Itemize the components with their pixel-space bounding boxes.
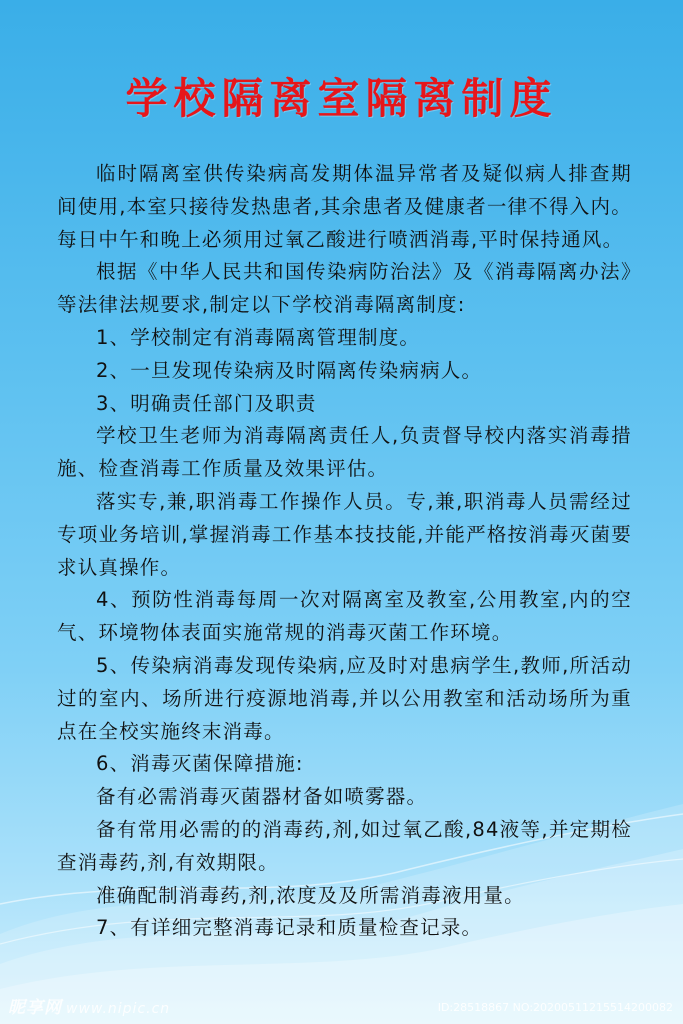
page-title: 学校隔离室隔离制度 <box>125 74 558 123</box>
watermark-id: ID:28518867 NO:20200511215514200082 <box>437 1001 673 1014</box>
paragraph: 备有必需消毒灭菌器材备如喷雾器。 <box>96 785 428 809</box>
list-item: 1、学校制定有消毒隔离管理制度。 <box>96 325 421 349</box>
list-item: 4、预防性消毒每周一次对隔离室及教室,公用教室,内的空气、环境物体表面实施常规的消毒灭菌工作环境。 <box>57 588 632 645</box>
paragraph: 临时隔离室供传染病高发期体温异常者及疑似病人排查期间使用,本室只接待发热患者,其余患者及健康者一律不得入内。每日中午和晚上必须用过氧乙酸进行喷洒消毒,平时保持通风。 <box>57 162 632 251</box>
list-item: 2、一旦发现传染病及时隔离传染病病人。 <box>96 358 483 382</box>
watermark-url: www.nipic.cn <box>66 1001 171 1017</box>
watermark-brand-name: 昵享网 <box>8 998 62 1018</box>
regulation-body <box>57 158 632 945</box>
paragraph: 备有常用必需的的消毒药,剂,如过氧乙酸,84液等,并定期检查消毒药,剂,有效期限。 <box>57 817 632 874</box>
list-item: 3、明确责任部门及职责 <box>96 391 317 415</box>
paragraph: 学校卫生老师为消毒隔离责任人,负责督导校内落实消毒措施、检查消毒工作质量及效果评估。 <box>57 424 632 481</box>
watermark-brand <box>8 993 170 1018</box>
paragraph: 准确配制消毒药,剂,浓度及及所需消毒液用量。 <box>96 883 525 907</box>
paragraph: 根据《中华人民共和国传染病防治法》及《消毒隔离办法》等法律法规要求,制定以下学校消毒隔离制度: <box>57 260 632 317</box>
list-item: 5、传染病消毒发现传染病,应及时对患病学生,教师,所活动过的室内、场所进行疫源地消毒,并以公用教室和活动场所为重点在全校实施终末消毒。 <box>57 653 632 743</box>
list-item: 6、消毒灭菌保障措施: <box>96 752 304 776</box>
list-item: 7、有详细完整消毒记录和质量检查记录。 <box>96 916 483 940</box>
paragraph: 落实专,兼,职消毒工作操作人员。专,兼,职消毒人员需经过专项业务培训,掌握消毒工作基本技技能,并能严格按消毒灭菌要求认真操作。 <box>57 489 632 579</box>
